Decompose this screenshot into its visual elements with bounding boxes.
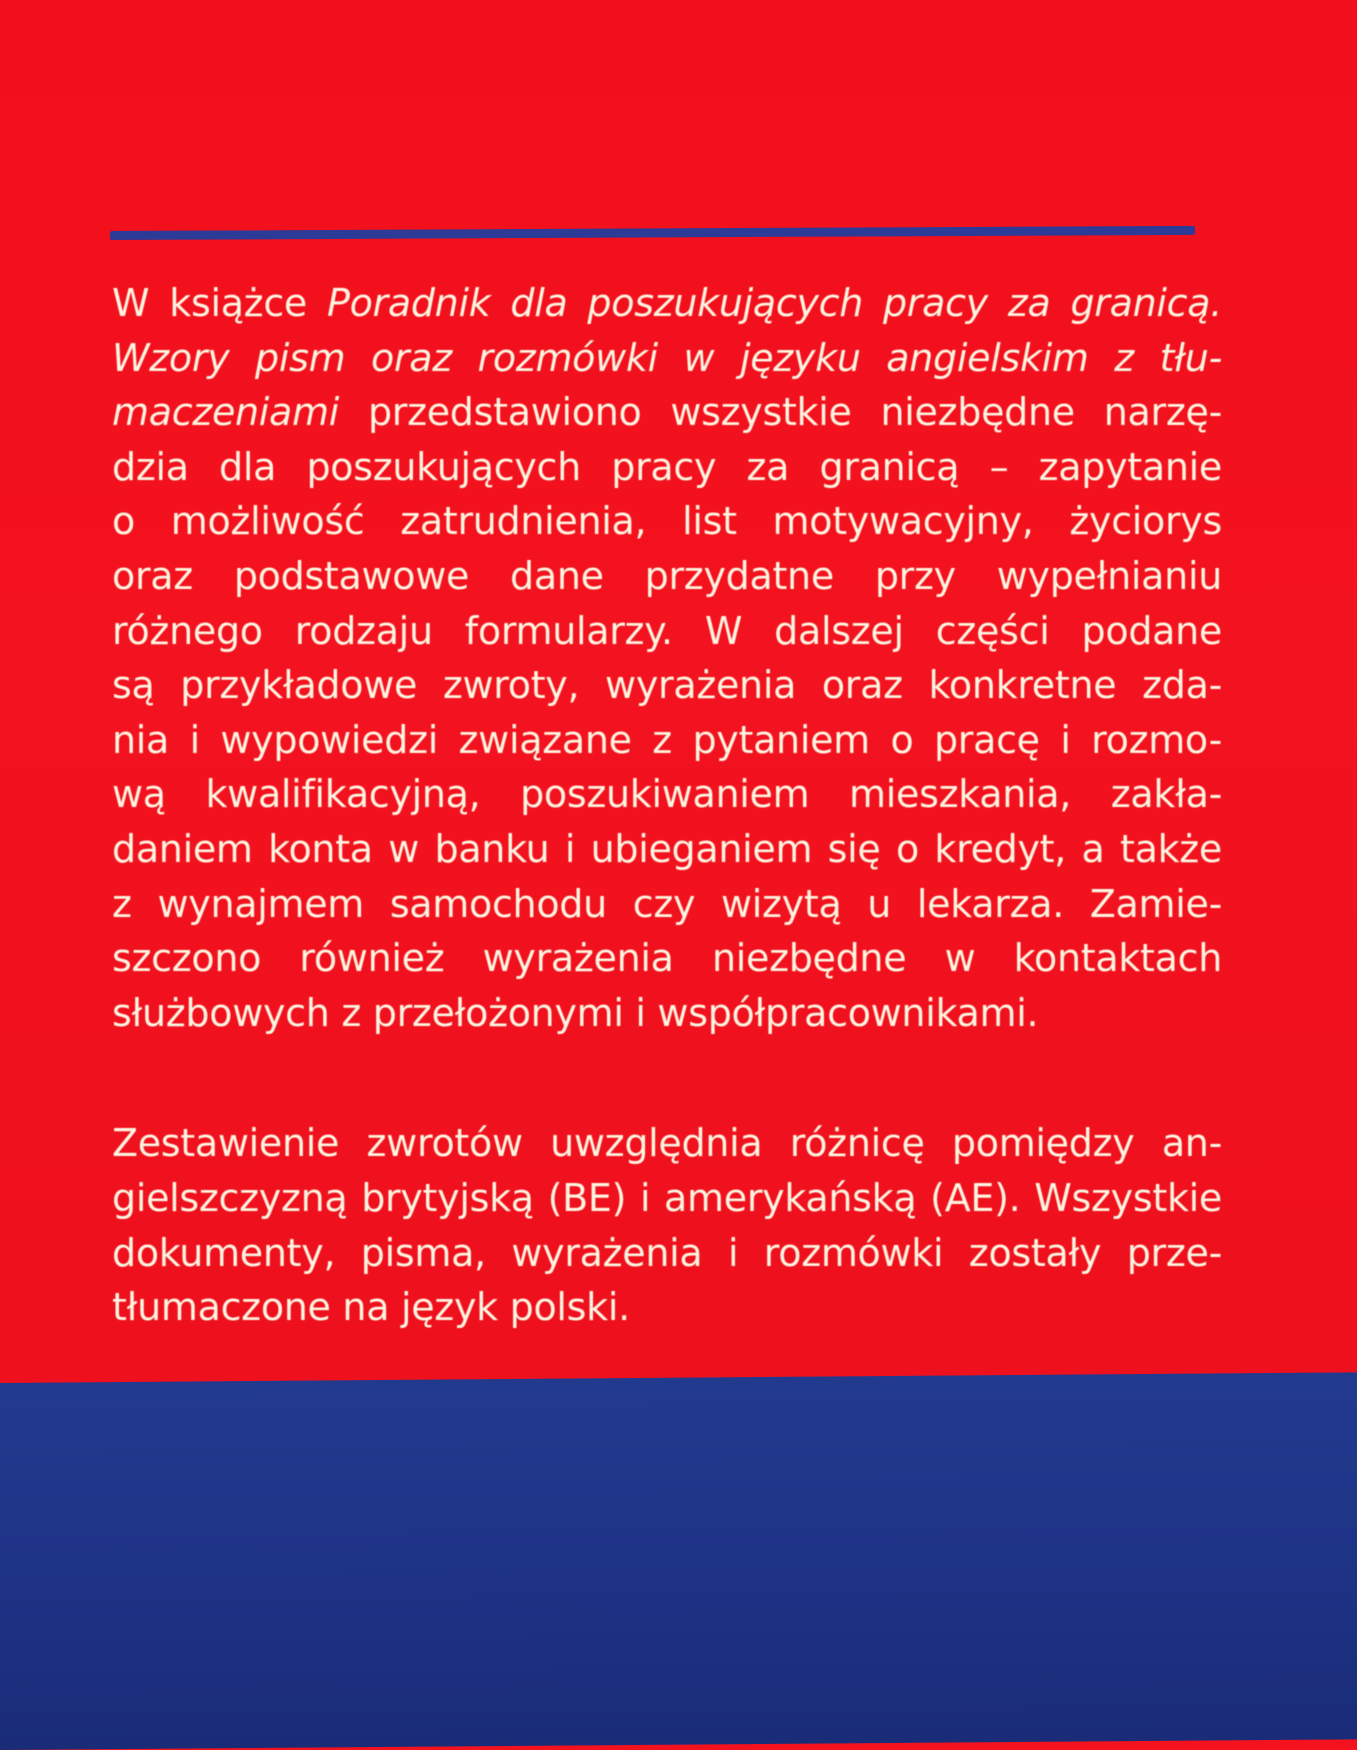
blurb-line — [112, 385, 1222, 440]
blurb-line: dokumenty, pisma, wyrażenia i rozmówki zostały prze- — [112, 1230, 1222, 1275]
blurb-line: z wynajmem samochodu czy wizytą u lekarza. Zamie- — [112, 881, 1222, 926]
blurb-line: nia i wypowiedzi związane z pytaniem o pracę i rozmo- — [112, 717, 1222, 762]
blurb-line — [112, 331, 1222, 386]
blurb-line: szczono również wyrażenia niezbędne w kontaktach — [112, 936, 1222, 981]
book-title-italic: maczeniami — [112, 390, 340, 435]
blurb-line: są przykładowe zwroty, wyrażenia oraz konkretne zda- — [112, 663, 1222, 708]
blurb-line-text: przedstawiono wszystkie niezbędne narzę- — [339, 390, 1222, 435]
blurb-line — [112, 276, 1222, 331]
blurb-line: służbowych z przełożonymi i współpracownikami. — [112, 990, 1039, 1035]
blurb-text-block — [112, 276, 1222, 1335]
book-title-italic: Poradnik dla poszukujących pracy za granicą. — [326, 281, 1222, 325]
blurb-line: gielszczyzną brytyjską (BE) i amerykańską (AE). Wszystkie — [112, 1175, 1222, 1220]
book-title-italic: Wzory pism oraz rozmówki w języku angielskim z tłu- — [112, 335, 1222, 380]
blurb-paragraph-1 — [112, 276, 1222, 1040]
blurb-line: oraz podstawowe dane przydatne przy wypełnianiu — [112, 553, 1222, 598]
blurb-line-text: W książce — [112, 281, 327, 325]
blurb-line: Zestawienie zwrotów uwzględnia różnicę pomiędzy an- — [112, 1121, 1222, 1166]
blurb-line: różnego rodzaju formularzy. W dalszej części podane — [112, 608, 1222, 653]
blurb-line: daniem konta w banku i ubieganiem się o kredyt, a także — [112, 826, 1222, 871]
blurb-line: wą kwalifikacyjną, poszukiwaniem mieszkania, zakła- — [112, 772, 1222, 817]
blurb-line: dzia dla poszukujących pracy za granicą – zapytanie — [112, 444, 1222, 489]
blue-bottom-band — [0, 1372, 1357, 1750]
blurb-line: tłumaczone na język polski. — [112, 1285, 630, 1330]
blurb-line: o możliwość zatrudnienia, list motywacyjny, życiorys — [112, 499, 1222, 544]
blurb-paragraph-2 — [112, 1116, 1222, 1334]
